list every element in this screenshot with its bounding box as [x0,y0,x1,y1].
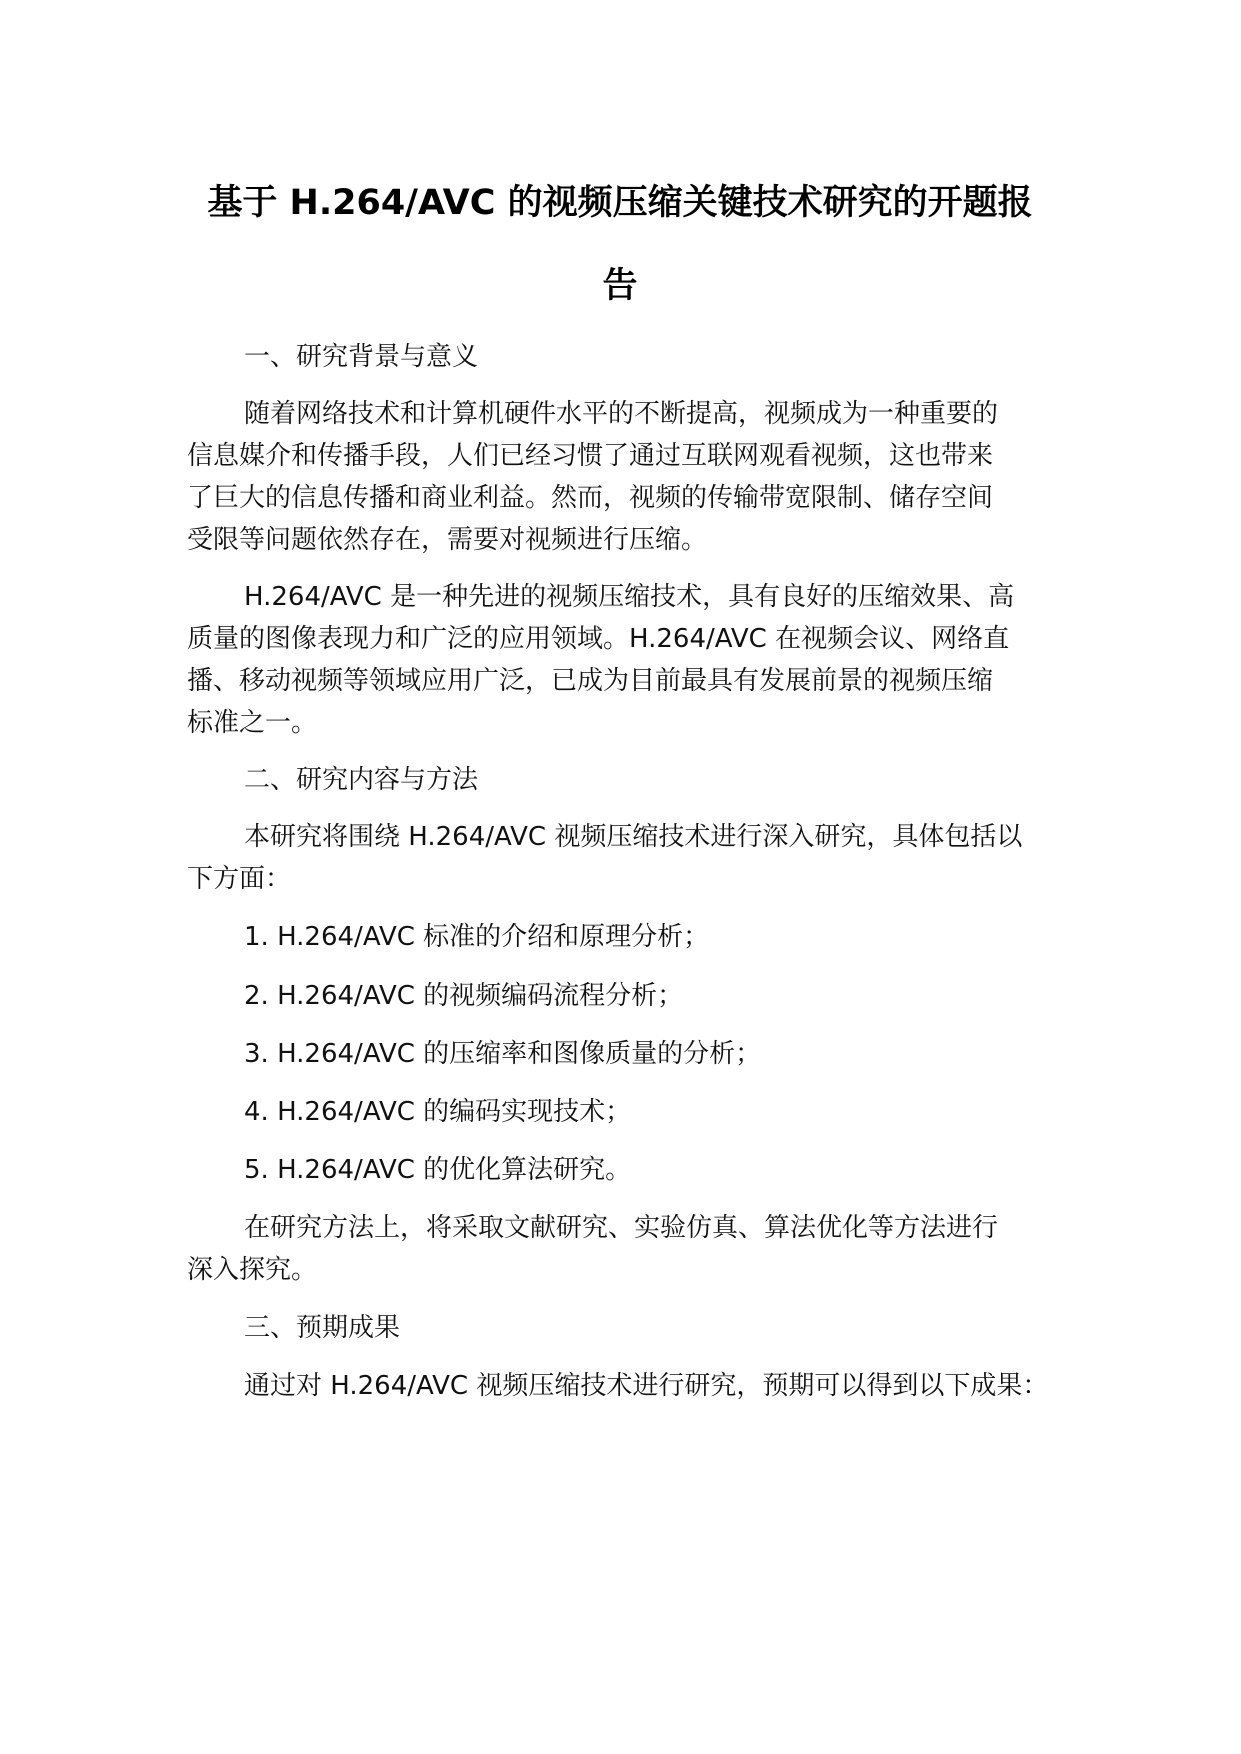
section-3-intro: 通过对 H.264/AVC 视频压缩技术进行研究，预期可以得到以下成果： [244,1371,1049,1401]
section-2-intro-line-1: 本研究将围绕 H.264/AVC 视频压缩技术进行深入研究，具体包括以 [244,822,1023,852]
section-1-paragraph-2-line-4: 标准之一。 [187,708,318,738]
section-2-method-line-2: 深入探究。 [187,1255,318,1285]
section-1-paragraph-1-line-2: 信息媒介和传播手段，人们已经习惯了通过互联网观看视频，这也带来 [187,441,994,471]
list-item: 4. H.264/AVC 的编码实现技术； [244,1097,632,1127]
section-3-heading: 三、预期成果 [244,1313,401,1343]
list-item: 2. H.264/AVC 的视频编码流程分析； [244,981,684,1011]
list-item: 3. H.264/AVC 的压缩率和图像质量的分析； [244,1039,762,1069]
section-1-paragraph-2-line-2: 质量的图像表现力和广泛的应用领域。H.264/AVC 在视频会议、网络直 [187,624,1010,654]
section-1-paragraph-2-line-3: 播、移动视频等领域应用广泛，已成为目前最具有发展前景的视频压缩 [187,666,994,696]
section-1-paragraph-1-line-4: 受限等问题依然存在，需要对视频进行压缩。 [187,525,708,555]
section-1-heading: 一、研究背景与意义 [244,342,479,372]
section-1-paragraph-1-line-3: 了巨大的信息传播和商业利益。然而，视频的传输带宽限制、储存空间 [187,483,994,513]
list-item: 5. H.264/AVC 的优化算法研究。 [244,1155,632,1185]
section-1-paragraph-2-line-1: H.264/AVC 是一种先进的视频压缩技术，具有良好的压缩效果、高 [244,582,1015,612]
section-2-intro-line-2: 下方面： [187,864,292,894]
document-title-line-2: 告 [602,266,638,306]
document-title-line-1: 基于 H.264/AVC 的视频压缩关键技术研究的开题报 [207,183,1033,223]
section-1-paragraph-1-line-1: 随着网络技术和计算机硬件水平的不断提高，视频成为一种重要的 [244,399,999,429]
section-2-heading: 二、研究内容与方法 [244,765,479,795]
list-item: 1. H.264/AVC 标准的介绍和原理分析； [244,922,710,952]
section-2-method-line-1: 在研究方法上，将采取文献研究、实验仿真、算法优化等方法进行 [244,1213,999,1243]
